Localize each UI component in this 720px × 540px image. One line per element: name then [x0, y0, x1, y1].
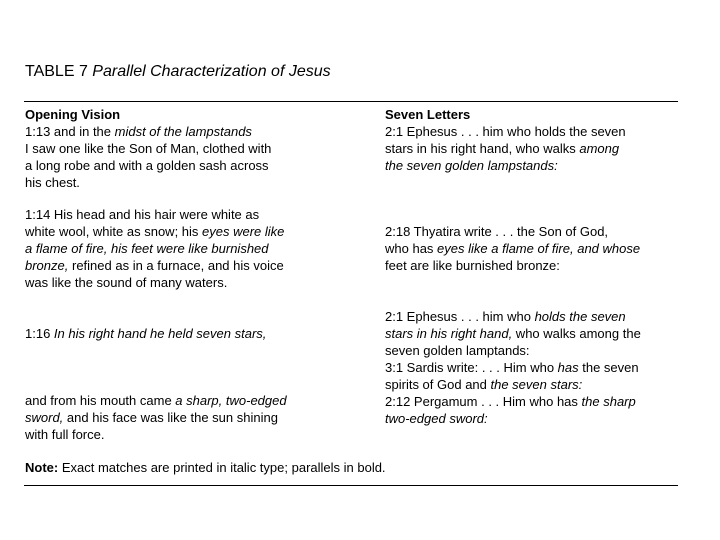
- left-line: a flame of fire, his feet were like burnished: [25, 241, 269, 256]
- table-number: TABLE 7: [25, 63, 88, 80]
- italic-segment: the sharp: [581, 394, 636, 409]
- text-segment: stars in his right hand, who walks: [385, 141, 580, 156]
- right-line: [385, 376, 685, 393]
- text-segment: spirits of God and: [385, 377, 491, 392]
- text-segment: 2:12 Pergamum . . . Him who has: [385, 394, 582, 409]
- right-line: the seven golden lampstands:: [385, 158, 558, 173]
- left-line: I saw one like the Son of Man, clothed with: [25, 141, 272, 156]
- left-line: [25, 123, 345, 140]
- text-segment: white wool, white as snow; his: [25, 224, 203, 239]
- italic-segment: eyes like a flame of fire, and whose: [437, 241, 641, 256]
- table-title: [25, 63, 331, 81]
- opening-vision-block-4: [25, 392, 345, 443]
- left-line: [25, 325, 345, 342]
- right-line: 2:18 Thyatira write . . . the Son of God,: [385, 224, 609, 239]
- note-label: Note:: [25, 460, 59, 475]
- opening-vision-block-3: [25, 325, 345, 342]
- right-line: [385, 140, 685, 157]
- right-line: [385, 240, 685, 257]
- table-caption: Parallel Characterization of Jesus: [92, 63, 331, 80]
- note-text: Exact matches are printed in italic type; parallels in bold.: [58, 460, 386, 475]
- text-segment: the seven: [578, 360, 639, 375]
- text-segment: refined as in a furnace, and his voice: [68, 258, 284, 273]
- right-line: seven golden lamptands:: [385, 343, 530, 358]
- left-column-header: Opening Vision: [25, 107, 121, 122]
- seven-letters-block-3: [385, 308, 685, 427]
- text-segment: 2:1 Ephesus . . . him who: [385, 309, 535, 324]
- text-segment: and his face was like the sun shining: [63, 410, 278, 425]
- opening-vision-block-2: [25, 206, 345, 291]
- italic-segment: sword,: [25, 410, 64, 425]
- text-segment: who walks among the: [512, 326, 641, 341]
- italic-segment: midst of the lampstands: [114, 124, 252, 139]
- left-line: [25, 409, 345, 426]
- italic-segment: eyes were like: [202, 224, 285, 239]
- seven-letters-block-1: [385, 106, 685, 174]
- right-line: [385, 308, 685, 325]
- italic-segment: holds the seven: [534, 309, 626, 324]
- italic-segment: a sharp, two-edged: [175, 393, 287, 408]
- bottom-rule: [24, 485, 678, 486]
- seven-letters-block-2: [385, 223, 685, 274]
- italic-segment: In his right hand he held seven stars,: [53, 326, 267, 341]
- left-line: with full force.: [25, 427, 105, 442]
- italic-segment: bronze,: [25, 258, 69, 273]
- italic-segment: among: [579, 141, 620, 156]
- left-line: was like the sound of many waters.: [25, 275, 228, 290]
- text-segment: and from his mouth came: [25, 393, 176, 408]
- top-rule: [24, 101, 678, 102]
- left-line: [25, 223, 345, 240]
- opening-vision-block-1: [25, 106, 345, 191]
- italic-segment: stars in his right hand,: [385, 326, 513, 341]
- right-line: [385, 325, 685, 342]
- right-line: 2:1 Ephesus . . . him who holds the seven: [385, 124, 626, 139]
- text-segment: 1:16: [25, 326, 54, 341]
- right-line: two-edged sword:: [385, 411, 488, 426]
- text-segment: 1:13 and in the: [25, 124, 115, 139]
- text-segment: who has: [385, 241, 438, 256]
- left-line: a long robe and with a golden sash across: [25, 158, 269, 173]
- left-line: 1:14 His head and his hair were white as: [25, 207, 260, 222]
- italic-segment: the seven stars:: [490, 377, 583, 392]
- italic-segment: has: [557, 360, 579, 375]
- right-column-header: Seven Letters: [385, 107, 471, 122]
- right-line: [385, 393, 685, 410]
- left-line: [25, 392, 345, 409]
- left-line: his chest.: [25, 175, 80, 190]
- left-line: [25, 257, 345, 274]
- text-segment: 3:1 Sardis write: . . . Him who: [385, 360, 558, 375]
- right-line: feet are like burnished bronze:: [385, 258, 560, 273]
- table-note: [25, 459, 386, 476]
- right-line: [385, 359, 685, 376]
